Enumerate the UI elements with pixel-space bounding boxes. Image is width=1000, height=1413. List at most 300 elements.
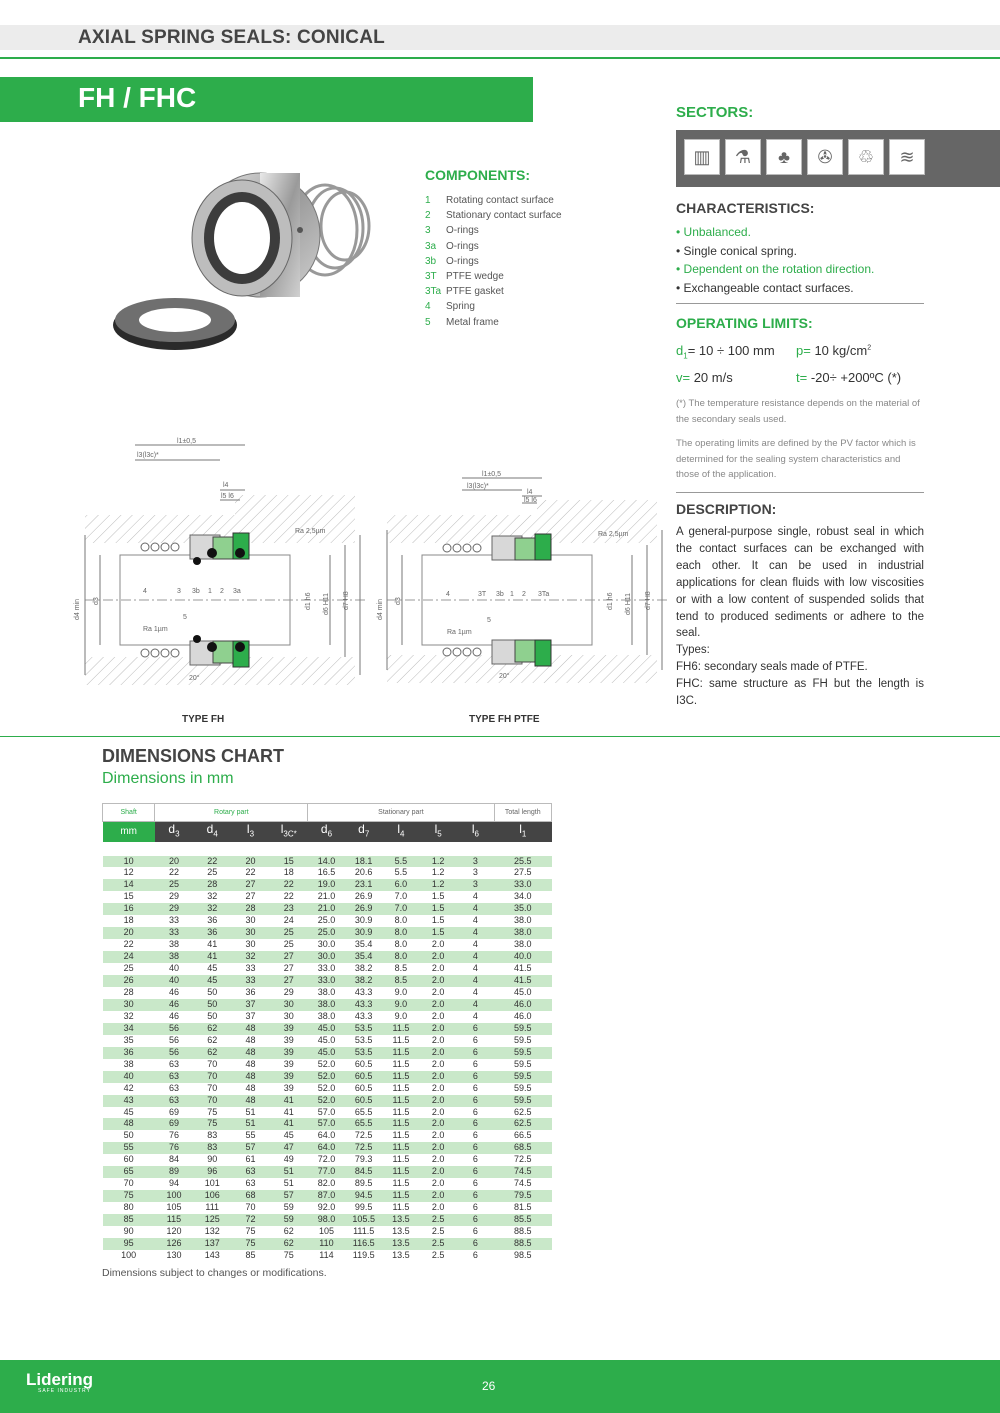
table-cell: 28	[193, 879, 231, 891]
table-cell: 11.5	[392, 1082, 410, 1093]
type-fh-ptfe-caption: TYPE FH PTFE	[469, 714, 540, 725]
table-cell: 82.0	[317, 1178, 336, 1189]
table-cell: 1.2	[420, 879, 457, 891]
table-cell: 11.5	[382, 1166, 419, 1178]
table-cell: 33	[231, 975, 269, 987]
table-cell: 98.5	[513, 1249, 532, 1260]
table-cell: 15	[270, 856, 308, 868]
footer	[0, 1360, 1000, 1413]
table-row	[103, 975, 552, 987]
table-cell: 63	[168, 1058, 179, 1069]
table-cell: 15	[123, 891, 134, 902]
table-cell: 50	[123, 1130, 134, 1141]
table-cell: 18.1	[345, 856, 382, 868]
table-row	[103, 856, 552, 868]
operating-limits-heading: OPERATING LIMITS:	[676, 315, 813, 331]
table-cell: 60.5	[354, 1082, 373, 1093]
components-heading: COMPONENTS:	[425, 167, 530, 183]
table-cell: 36	[245, 986, 256, 997]
table-cell: 6	[472, 1226, 478, 1237]
table-cell: 59.5	[513, 1082, 532, 1093]
table-cell: 28	[231, 903, 269, 915]
table-cell: 53.5	[354, 1034, 373, 1045]
callout-1: 1	[208, 588, 212, 595]
table-cell: 59.5	[494, 1023, 551, 1035]
dim-l5-l6: l5 l6	[221, 493, 234, 500]
table-cell: 2.0	[420, 1071, 457, 1083]
table-cell: 30	[270, 999, 308, 1011]
table-cell: 36	[207, 915, 218, 926]
table-cell: 6	[472, 1249, 478, 1260]
table-cell: 43.3	[354, 1010, 373, 1021]
table-cell: 48	[245, 1058, 256, 1069]
table-cell: 28	[123, 986, 134, 997]
table-cell: 38.2	[354, 963, 373, 974]
table-row	[103, 999, 552, 1011]
table-cell: 27	[270, 975, 308, 987]
table-row	[103, 915, 552, 927]
components-list	[425, 193, 665, 330]
table-cell: 59	[270, 1214, 308, 1226]
table-cell: 95	[103, 1238, 155, 1250]
divider	[676, 303, 924, 304]
table-row	[103, 1118, 552, 1130]
table-cell: 100	[121, 1249, 137, 1260]
table-cell: 74.5	[513, 1178, 532, 1189]
type-fh6: FH6: secondary seals made of PTFE.	[676, 661, 868, 674]
table-cell: 72.5	[345, 1142, 382, 1154]
table-cell: 45.0	[513, 986, 532, 997]
table-row	[103, 1142, 552, 1154]
table-cell: 48	[231, 1023, 269, 1035]
table-cell: 110	[308, 1238, 345, 1250]
table-cell: 33	[245, 963, 256, 974]
table-cell: 2.0	[420, 1095, 457, 1107]
table-cell: 2.0	[420, 999, 457, 1011]
table-cell: 11.5	[382, 1071, 419, 1083]
table-row	[103, 1130, 552, 1142]
table-row	[103, 1071, 552, 1083]
table-cell: 105.5	[345, 1214, 382, 1226]
table-cell: 52.0	[317, 1082, 336, 1093]
column-header: $d_3$	[155, 822, 193, 842]
table-cell: 2.0	[431, 1154, 445, 1165]
table-cell: 40	[103, 1071, 155, 1083]
dim-l1: l1±0,5	[482, 471, 502, 478]
table-cell: 6	[457, 1023, 494, 1035]
table-cell: 27	[245, 891, 256, 902]
table-cell: 90	[207, 1154, 218, 1165]
table-cell: 38	[123, 1058, 134, 1069]
table-row	[103, 987, 552, 999]
table-cell: 20	[155, 856, 193, 868]
table-cell: 1.5	[420, 903, 457, 915]
callout-3b: 3b	[496, 591, 504, 598]
table-cell: 45	[207, 963, 218, 974]
table-cell: 11.5	[382, 1023, 419, 1035]
description-text: A general-purpose single, robust seal in which the contact surfaces can be exchanged with each other. It can be used in industrial applications for clean fluids with low viscosities or with a low content of suspended solids that tend to produced sediments or adhere to the seal.	[676, 526, 924, 640]
table-cell: 40	[168, 963, 179, 974]
table-cell: 38.2	[345, 975, 382, 987]
table-cell: 57.0	[317, 1106, 336, 1117]
table-cell: 34	[103, 1023, 155, 1035]
table-cell: 1.5	[431, 915, 445, 926]
table-cell: 75	[245, 1226, 256, 1237]
table-cell: 64.0	[317, 1130, 336, 1141]
table-cell: 11.5	[392, 1106, 410, 1117]
table-cell: 63	[168, 1082, 179, 1093]
table-cell: 43.3	[354, 986, 373, 997]
table-cell: 8.0	[382, 951, 419, 963]
table-cell: 85	[103, 1214, 155, 1226]
table-cell: 41	[270, 1095, 308, 1107]
section-title: AXIAL SPRING SEALS: CONICAL	[78, 27, 385, 48]
table-cell: 100	[155, 1190, 193, 1202]
table-cell: 33.0	[317, 963, 336, 974]
table-cell: 30.9	[345, 927, 382, 939]
table-cell: 2.0	[431, 1034, 445, 1045]
table-cell: 2.0	[420, 1190, 457, 1202]
table-cell: 4	[457, 999, 494, 1011]
table-cell: 43.3	[345, 999, 382, 1011]
table-row	[103, 1107, 552, 1119]
table-cell: 41	[207, 939, 218, 950]
type-fh-drawing	[65, 435, 375, 705]
table-cell: 16.5	[317, 867, 336, 878]
table-cell: 7.0	[394, 891, 408, 902]
limit-speed: v= 20 m/s	[676, 370, 733, 385]
table-cell: 25	[123, 963, 134, 974]
table-cell: 2.0	[431, 986, 445, 997]
table-cell: 39	[283, 1058, 294, 1069]
table-cell: 2.0	[420, 1142, 457, 1154]
table-cell: 2.0	[431, 1178, 445, 1189]
table-cell: 25	[270, 927, 308, 939]
agriculture-icon: ♣	[766, 139, 802, 175]
component-item: 3 O-rings	[425, 225, 479, 237]
table-cell: 18	[123, 915, 134, 926]
table-cell: 94.5	[345, 1190, 382, 1202]
table-cell: 30.0	[308, 951, 345, 963]
table-cell: 38.0	[317, 1010, 336, 1021]
table-cell: 81.5	[513, 1202, 532, 1213]
table-cell: 60.5	[345, 1095, 382, 1107]
table-cell: 38.0	[308, 999, 345, 1011]
table-cell: 51	[270, 1166, 308, 1178]
table-row	[103, 939, 552, 951]
roughness-1: Ra 2,5µm	[295, 528, 326, 535]
table-cell: 60.5	[354, 1058, 373, 1069]
table-cell: 11.5	[392, 1178, 410, 1189]
group-shaft: Shaft	[103, 804, 155, 822]
table-cell: 2.5	[431, 1249, 445, 1260]
table-cell: 84	[168, 1154, 179, 1165]
table-cell: 80	[123, 1202, 134, 1213]
table-cell: 63	[155, 1071, 193, 1083]
table-column-header	[103, 822, 552, 842]
table-cell: 6.0	[382, 879, 419, 891]
table-cell: 11.5	[392, 1202, 410, 1213]
component-item: 5 Metal frame	[425, 316, 499, 328]
table-cell: 48	[231, 1095, 269, 1107]
table-cell: 23.1	[345, 879, 382, 891]
table-cell: 59.5	[494, 1071, 551, 1083]
group-stationary: Stationary part	[308, 804, 494, 822]
components-section	[425, 167, 665, 330]
product-photo	[110, 160, 400, 360]
table-cell: 114	[319, 1249, 334, 1260]
table-cell: 4	[472, 1010, 478, 1021]
table-cell: 40	[155, 975, 193, 987]
table-cell: 70	[207, 1058, 218, 1069]
table-cell: 33.0	[308, 975, 345, 987]
table-row	[103, 1083, 552, 1095]
table-cell: 23	[270, 903, 308, 915]
table-cell: 111	[205, 1202, 220, 1213]
table-cell: 26	[103, 975, 155, 987]
table-cell: 33.0	[494, 879, 551, 891]
dim-l3: l3(l3c)*	[137, 452, 159, 459]
pv-note: The operating limits are defined by the PV factor which is determined for the sealing system characteristics and those of the application.	[676, 438, 916, 480]
table-cell: 137	[193, 1238, 231, 1250]
table-cell: 69	[155, 1118, 193, 1130]
table-cell: 41	[270, 1118, 308, 1130]
table-cell: 57	[270, 1190, 308, 1202]
table-cell: 4	[472, 915, 478, 926]
table-cell: 2.0	[431, 1202, 445, 1213]
table-cell: 59.5	[513, 1058, 532, 1069]
table-row	[103, 1047, 552, 1059]
table-cell: 125	[193, 1214, 231, 1226]
table-row	[103, 1178, 552, 1190]
limit-temperature: t= -20÷ +200ºC (*)	[796, 370, 902, 385]
table-cell: 40.0	[494, 951, 551, 963]
dim-l3: l3(l3c)*	[467, 483, 489, 490]
brand-name: Lidering	[26, 1370, 94, 1389]
type-fhc: FHC: same structure as FH but the length is I3C.	[676, 678, 924, 708]
table-cell: 92.0	[317, 1202, 336, 1213]
table-cell: 64.0	[308, 1142, 345, 1154]
table-cell: 11.5	[392, 1034, 410, 1045]
table-cell: 11.5	[382, 1118, 419, 1130]
component-item: 2 Stationary contact surface	[425, 210, 562, 222]
callout-3b: 3b	[192, 588, 200, 595]
table-cell: 11.5	[382, 1142, 419, 1154]
table-cell: 52.0	[308, 1071, 345, 1083]
table-cell: 38.0	[513, 915, 532, 926]
table-cell: 38.0	[494, 927, 551, 939]
angle-label: 20°	[499, 673, 510, 680]
table-cell: 50	[207, 986, 218, 997]
table-cell: 25.0	[317, 915, 336, 926]
table-cell: 62	[193, 1023, 231, 1035]
table-cell: 11.5	[382, 1190, 419, 1202]
table-cell: 27	[270, 951, 308, 963]
table-cell: 2.0	[431, 1082, 445, 1093]
table-cell: 8.5	[382, 975, 419, 987]
table-cell: 22	[283, 891, 294, 902]
callout-1: 1	[510, 591, 514, 598]
table-cell: 32	[123, 1010, 134, 1021]
energy-icon: ✇	[807, 139, 843, 175]
table-cell: 2.5	[420, 1238, 457, 1250]
component-item: 3a O-rings	[425, 240, 479, 252]
table-cell: 68	[231, 1190, 269, 1202]
table-cell: 6	[472, 1178, 478, 1189]
column-header: $l_{3C*}$	[270, 822, 308, 842]
column-header: $l_1$	[494, 822, 551, 842]
table-cell: 143	[204, 1249, 220, 1260]
brand-tagline: SAFE INDUSTRY	[38, 1388, 91, 1394]
table-row	[103, 1035, 552, 1047]
table-cell: 50	[207, 1010, 218, 1021]
dim-d1: d1 h6	[305, 592, 312, 610]
table-cell: 11.5	[392, 1058, 410, 1069]
table-cell: 90	[123, 1226, 134, 1237]
callout-5: 5	[183, 614, 187, 621]
table-cell: 30.0	[317, 939, 336, 950]
table-cell: 61	[245, 1154, 256, 1165]
table-cell: 7.0	[382, 903, 419, 915]
table-cell: 4	[472, 939, 478, 950]
table-cell: 51	[231, 1118, 269, 1130]
dim-d1: d1 h6	[607, 592, 614, 610]
table-cell: 70	[193, 1095, 231, 1107]
dim-d6: d6 H11	[323, 592, 330, 615]
table-cell: 75	[207, 1106, 218, 1117]
table-row	[103, 1023, 552, 1035]
dim-d7: d7 H8	[343, 591, 350, 610]
table-cell: 2.0	[431, 1058, 445, 1069]
table-cell: 49	[283, 1154, 294, 1165]
table-row	[103, 1166, 552, 1178]
table-cell: 2.0	[431, 1010, 445, 1021]
group-rotary: Rotary part	[155, 804, 308, 822]
table-cell: 2.0	[420, 1023, 457, 1035]
table-cell: 25	[207, 867, 218, 878]
table-cell: 33	[155, 927, 193, 939]
table-cell: 9.0	[394, 1010, 408, 1021]
table-cell: 77.0	[308, 1166, 345, 1178]
chemistry-icon: ⚗	[725, 139, 761, 175]
table-spacer	[103, 842, 552, 856]
table-cell: 9.0	[382, 999, 419, 1011]
table-cell: 52.0	[308, 1095, 345, 1107]
table-cell: 4	[457, 975, 494, 987]
table-cell: 2.5	[431, 1226, 445, 1237]
table-cell: 75	[231, 1238, 269, 1250]
table-cell: 50	[193, 999, 231, 1011]
table-cell: 22	[245, 867, 256, 878]
table-row	[103, 1226, 552, 1238]
table-row	[103, 1011, 552, 1023]
table-cell: 115	[155, 1214, 193, 1226]
characteristic-item: • Single conical spring.	[676, 243, 797, 258]
column-header: $d_7$	[345, 822, 382, 842]
table-cell: 6	[472, 1202, 478, 1213]
table-cell: 99.5	[354, 1202, 373, 1213]
table-row	[103, 1095, 552, 1107]
table-cell: 11.5	[382, 1047, 419, 1059]
table-cell: 8.0	[394, 939, 408, 950]
table-cell: 116.5	[345, 1238, 382, 1250]
table-cell: 66.5	[513, 1130, 532, 1141]
table-cell: 45.0	[317, 1034, 336, 1045]
table-cell: 6	[457, 1142, 494, 1154]
callout-3a: 3a	[233, 588, 241, 595]
table-cell: 88.5	[494, 1238, 551, 1250]
table-cell: 25	[283, 939, 294, 950]
dim-d4: d4 min	[377, 598, 384, 620]
characteristics-heading: CHARACTERISTICS:	[676, 200, 815, 216]
dim-d4: d4 min	[74, 598, 81, 620]
table-cell: 33	[168, 915, 179, 926]
table-cell: 34.0	[513, 891, 532, 902]
table-cell: 68.5	[494, 1142, 551, 1154]
table-cell: 72.5	[513, 1154, 532, 1165]
table-cell: 84.5	[345, 1166, 382, 1178]
table-row	[103, 951, 552, 963]
column-header: $d_6$	[308, 822, 345, 842]
table-cell: 70	[123, 1178, 134, 1189]
table-cell: 2.5	[420, 1214, 457, 1226]
table-row	[103, 1154, 552, 1166]
water-icon: ≋	[889, 139, 925, 175]
table-cell: 36	[193, 927, 231, 939]
table-cell: 12	[123, 867, 134, 878]
table-cell: 79.5	[494, 1190, 551, 1202]
table-cell: 62	[207, 1034, 218, 1045]
factory-icon: ▥	[684, 139, 720, 175]
table-cell: 62.5	[513, 1106, 532, 1117]
table-cell: 5.5	[394, 867, 408, 878]
table-row	[103, 1190, 552, 1202]
table-cell: 6	[472, 1130, 478, 1141]
table-cell: 98.0	[308, 1214, 345, 1226]
table-cell: 25	[155, 879, 193, 891]
description-body	[676, 524, 924, 710]
table-cell: 39	[283, 1034, 294, 1045]
divider	[676, 492, 924, 493]
table-cell: 48	[231, 1047, 269, 1059]
product-title: FH / FHC	[78, 82, 197, 113]
table-row	[103, 1202, 552, 1214]
table-cell: 30	[245, 915, 256, 926]
table-row	[103, 1250, 552, 1262]
table-cell: 60	[123, 1154, 134, 1165]
column-header: $l_6$	[457, 822, 494, 842]
callout-4: 4	[143, 588, 147, 595]
table-cell: 72	[231, 1214, 269, 1226]
characteristic-item: • Exchangeable contact surfaces.	[676, 280, 854, 295]
table-row	[103, 1214, 552, 1226]
table-cell: 6	[472, 1058, 478, 1069]
table-cell: 1.5	[420, 927, 457, 939]
table-cell: 13.5	[382, 1214, 419, 1226]
types-label: Types:	[676, 644, 710, 657]
sectors-heading: SECTORS:	[676, 104, 754, 121]
table-cell: 30	[231, 927, 269, 939]
table-cell: 72.5	[354, 1130, 373, 1141]
table-cell: 20.6	[354, 867, 373, 878]
table-cell: 126	[155, 1238, 193, 1250]
table-cell: 52.0	[317, 1058, 336, 1069]
column-header: $d_4$	[193, 822, 231, 842]
table-cell: 37	[231, 999, 269, 1011]
dimensions-footnote: Dimensions subject to changes or modifications.	[102, 1267, 327, 1279]
table-cell: 16	[103, 903, 155, 915]
table-cell: 59.5	[513, 1034, 532, 1045]
